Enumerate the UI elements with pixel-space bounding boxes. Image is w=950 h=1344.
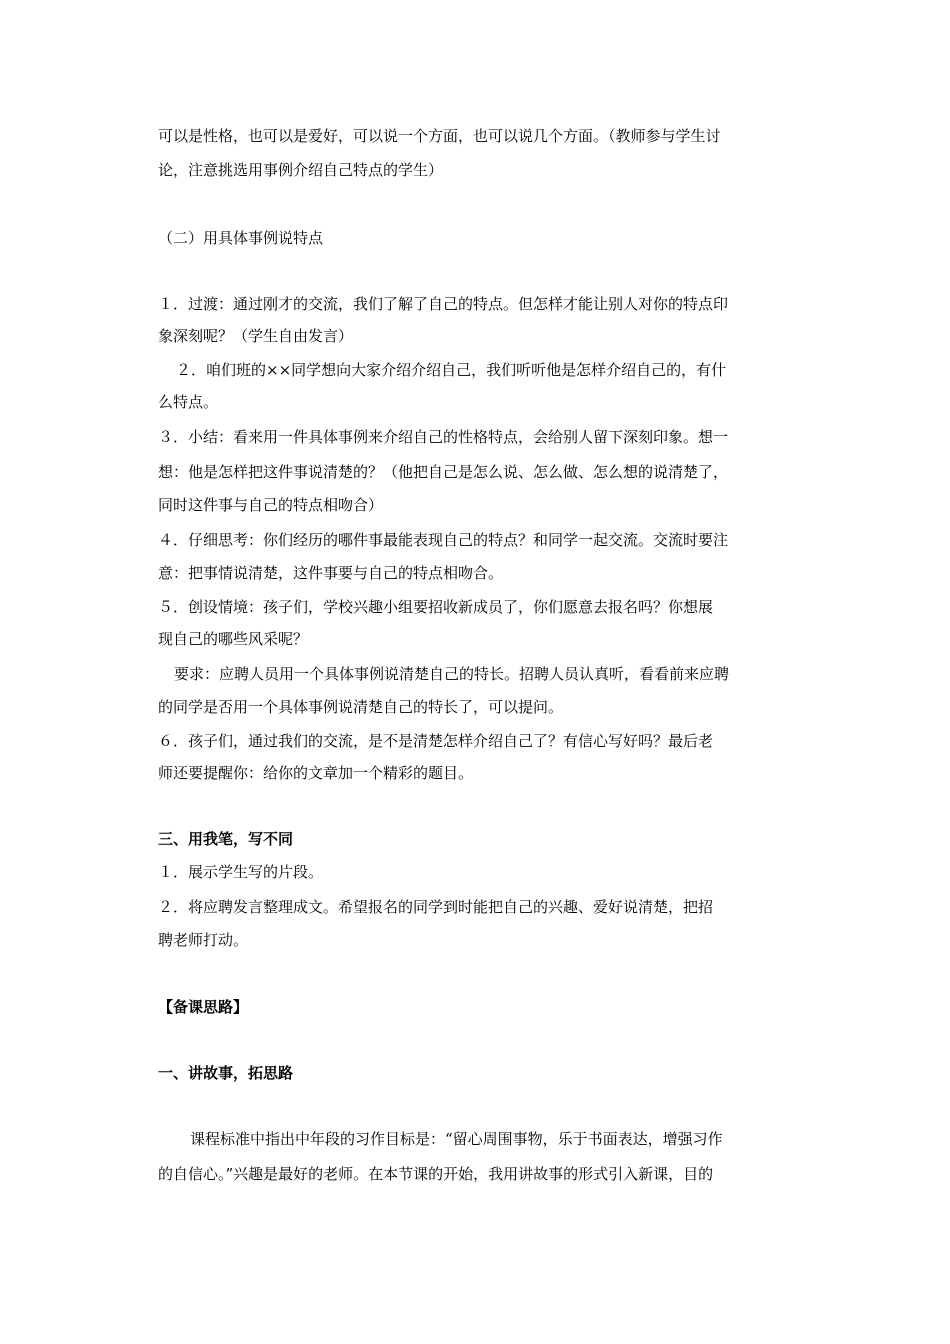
section-three-item2-line-2: 聘老师打动。 — [158, 931, 249, 949]
item4-line-2: 意：把事情说清楚，这件事要与自己的特点相吻合。 — [158, 564, 504, 582]
item1-line-1: １．过渡：通过刚才的交流，我们了解了自己的特点。但怎样才能让别人对你的特点印 — [158, 295, 729, 313]
item4-line-1: ４．仔细思考：你们经历的哪件事最能表现自己的特点？和同学一起交流。交流时要注 — [158, 531, 729, 549]
prep-paragraph-line-2: 的自信心。”兴趣是最好的老师。在本节课的开始，我用讲故事的形式引入新课，目的 — [158, 1165, 714, 1183]
section-two-heading: （二）用具体事例说特点 — [158, 229, 324, 247]
prep-heading: 【备课思路】 — [158, 998, 249, 1016]
requirement-line-1: 要求：应聘人员用一个具体事例说清楚自己的特长。招聘人员认真听，看看前来应聘 — [174, 665, 730, 683]
intro-line-1: 可以是性格，也可以是爱好，可以说一个方面，也可以说几个方面。（教师参与学生讨 — [158, 127, 721, 145]
item2-line-2: 么特点。 — [158, 393, 219, 411]
section-three-item-1: １．展示学生写的片段。 — [158, 863, 324, 881]
requirement-line-2: 的同学是否用一个具体事例说清楚自己的特长了，可以提问。 — [158, 698, 564, 716]
item5-line-1: ５．创设情境：孩子们，学校兴趣小组要招收新成员了，你们愿意去报名吗？你想展 — [158, 598, 714, 616]
section-three-heading: 三、用我笔，写不同 — [158, 830, 294, 848]
item5-line-2: 现自己的哪些风采呢？ — [158, 630, 309, 648]
item3-line-1: ３．小结：看来用一件具体事例来介绍自己的性格特点，会给别人留下深刻印象。想一 — [158, 428, 729, 446]
item1-line-2: 象深刻呢？（学生自由发言） — [158, 327, 354, 345]
prep-sub-heading: 一、讲故事，拓思路 — [158, 1064, 294, 1082]
item3-line-3: 同时这件事与自己的特点相吻合） — [158, 496, 384, 514]
intro-line-2: 论，注意挑选用事例介绍自己特点的学生） — [158, 161, 444, 179]
section-three-item2-line-1: ２．将应聘发言整理成文。希望报名的同学到时能把自己的兴趣、爱好说清楚，把招 — [158, 898, 714, 916]
item2-line-1: ２．咱们班的××同学想向大家介绍介绍自己，我们听听他是怎样介绍自己的，有什 — [176, 361, 727, 379]
item6-line-1: ６．孩子们，通过我们的交流，是不是清楚怎样介绍自己了？有信心写好吗？最后老 — [158, 732, 714, 750]
prep-paragraph-line-1: 课程标准中指出中年段的习作目标是：“留心周围事物，乐于书面表达，增强习作 — [190, 1130, 723, 1148]
item6-line-2: 师还要提醒你：给你的文章加一个精彩的题目。 — [158, 764, 474, 782]
item3-line-2: 想：他是怎样把这件事说清楚的？（他把自己是怎么说、怎么做、怎么想的说清楚了， — [158, 463, 729, 481]
